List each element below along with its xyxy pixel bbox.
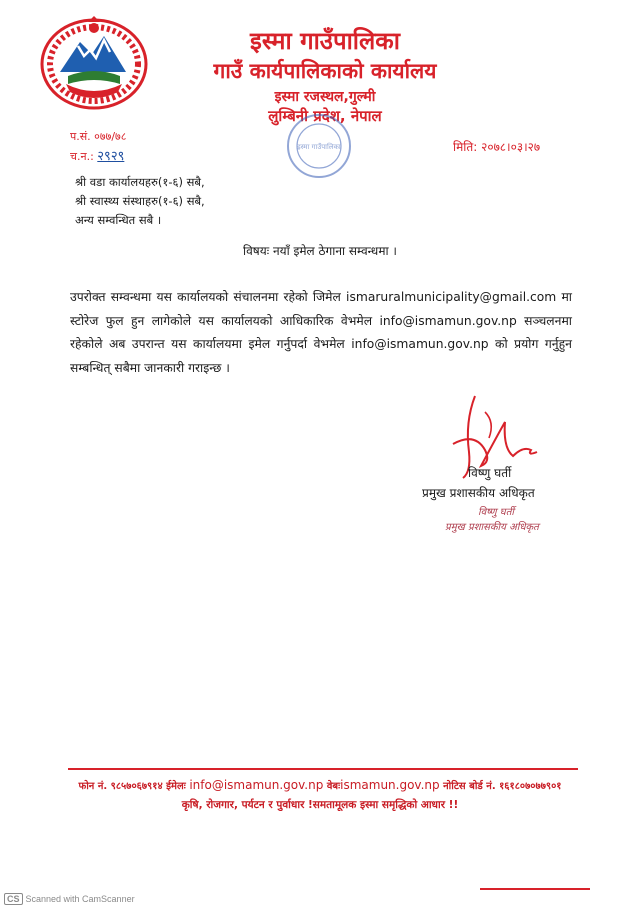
office-name: गाउँ कार्यपालिकाको कार्यालय: [213, 59, 437, 83]
recipient-line: श्री स्वास्थ्य संस्थाहरु(१-६) सबै,: [75, 194, 205, 208]
reference-cn: [70, 150, 124, 164]
footer-email-label: ईमेलः: [166, 781, 186, 792]
signatory-name: विष्णु घर्ती: [468, 466, 512, 480]
office-stamp: [285, 112, 353, 180]
footer-web-label: वेबः: [326, 781, 341, 792]
letter-body: उपरोक्त सम्वन्धमा यस कार्यालयको संचालनमा रहेको जिमेल ismaruralmunicipality@gmail.com मा स्टोरेज फुल हुन लागेकोले यस कार्यालयको आधिकारिक वेभमेल info@ismamun.gov.np सञ्चलनमा रहेकोले अब उपरान्त यस कार्यालयमा इमेल गर्नुपर्दा वेभमेल info@ismamun.gov.np को प्रयोग गर्नुहुन सम्बन्धित् सबैमा जानकारी गराइन्छ ।: [70, 290, 572, 375]
office-stamp-text: इस्मा गाउँपालिका: [297, 143, 341, 151]
footer-notice-label: नोटिस बोर्ड नं.: [443, 781, 496, 792]
letter-subject: विषयः नयाँ इमेल ठेगाना सम्वन्धमा ।: [243, 244, 397, 258]
recipient-line: अन्य सम्वन्धित सबै ।: [75, 213, 162, 227]
signature-stamp-title: प्रमुख प्रशासकीय अधिकृत: [445, 522, 539, 533]
footer-phone-label: फोन नं.: [78, 781, 108, 792]
province-name: लुम्बिनी प्रदेश, नेपाल: [268, 107, 382, 125]
footer-slogan: कृषि, रोजगार, पर्यटन र पुर्वाधार !समतामूलक इस्मा समृद्धिको आधार !!: [181, 799, 459, 811]
footer-email: info@ismamun.gov.np: [189, 778, 324, 792]
recipient-line: श्री वडा कार्यालयहरु(१-६) सबै,: [75, 175, 205, 189]
scanner-watermark: [4, 893, 135, 905]
reference-cn-label: च.न.:: [70, 150, 94, 163]
reference-cn-value: २९२९: [97, 149, 125, 164]
municipality-name: इस्मा गाउँपालिका: [250, 27, 400, 55]
letter-date: मिति: २०७८।०३।२७: [453, 140, 541, 154]
footer-rule: [68, 768, 578, 770]
footer-web: ismamun.gov.np: [340, 778, 440, 792]
office-address: इस्मा रजस्थल,गुल्मी: [274, 89, 376, 105]
footer-notice: १६१८०७०७७९०१: [499, 781, 562, 792]
footer-contact: [70, 778, 570, 792]
nepal-emblem-icon: [38, 14, 150, 112]
scanner-text: Scanned with CamScanner: [25, 894, 135, 904]
signatory-title: प्रमुख प्रशासकीय अधिकृत: [422, 486, 535, 500]
camscanner-logo-icon: CS: [4, 893, 23, 905]
reference-ps: प.सं. ०७७/७८: [70, 130, 127, 143]
signature-stamp-name: विष्णु घर्ती: [478, 507, 514, 518]
bottom-rule: [480, 888, 590, 890]
footer-phone: ९८५७०६७९१४: [110, 781, 163, 792]
